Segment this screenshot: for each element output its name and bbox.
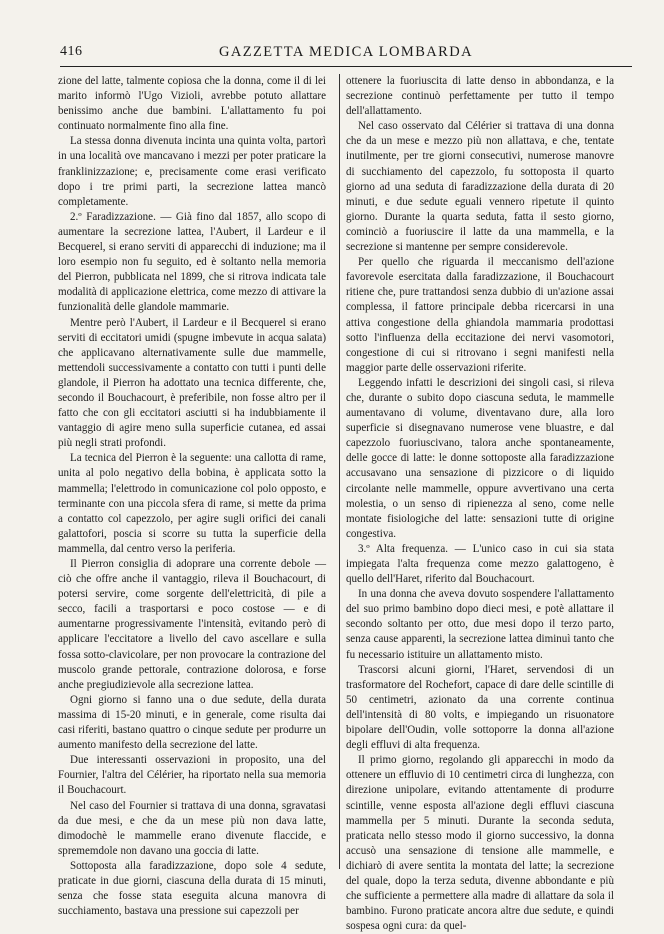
left-column-paragraph: Ogni giorno si fanno una o due sedute, della durata massima di 15-20 minuti, e in generale, come risulta dai casi riferiti, bastano quattro o cinque sedute per produrre un aumento manifesto della secrezione del latte.: [58, 693, 326, 752]
header-rule: [60, 66, 632, 67]
left-column-paragraph: Nel caso del Fournier si trattava di una donna, sgravatasi da due mesi, e che da un mese più non dava latte, dimodochè le mammelle erano divenute flaccide, e sprememdole non davano una goccia di latte.: [58, 799, 326, 857]
right-column: [346, 74, 614, 933]
page-header: [60, 44, 632, 64]
right-column-paragraph: 3.º Alta frequenza. — L'unico caso in cui sia stata impiegata l'alta frequenza come mezzo galattogeno, è quello dell'Haret, riferito dal Bouchacourt.: [346, 542, 614, 586]
left-column: [58, 74, 326, 918]
page-number: 416: [60, 44, 83, 59]
right-column-paragraph: In una donna che aveva dovuto sospendere l'allattamento del suo primo bambino dopo dieci mesi, e potè allattare il secondo soltanto per otto, due mesi dopo il terzo parto, senza cause apparenti, la secrezione lattea diminuì tanto che fu necessario istituire un allattamento misto.: [346, 588, 614, 661]
left-column-paragraph: 2.º Faradizzazione. — Già fino dal 1857, allo scopo di aumentare la secrezione lattea, l'Aubert, il Lardeur e il Becquerel, si erano serviti di apparecchi di induzione; ma il loro esempio non fu seguito, ed è soltanto nella memoria del Pierron, pubblicata nel 1899, che si ritrova indicata tale modalità di applicazione elettrica, come mezzo di attivare la funzionalità delle glandole mammarie.: [58, 210, 326, 314]
right-column-paragraph: Per quello che riguarda il meccanismo dell'azione favorevole esercitata dalla faradizzazione, il Bouchacourt ritiene che, pure trattandosi senza dubbio di un'azione assai complessa, il fattore principale debba ricercarsi in una attiva congestione della ghiandola mammaria prodottasi sotto l'influenza della eccitazione dei nervi vasomotori, congestione di cui si ritrovano i segni manifesti nella maggior parte delle osservazioni riferite.: [346, 256, 614, 374]
left-column-paragraph: Sottoposta alla faradizzazione, dopo sole 4 sedute, praticate in due giorni, ciascuna della durata di 15 minuti, senza che fosse stata eseguita alcuna manovra di succhiamento, bastava una pressione sui capezzoli per: [58, 859, 326, 918]
right-column-paragraph: Trascorsi alcuni giorni, l'Haret, servendosi di un trasformatore del Rochefort, capace di dare delle scintille di 50 centimetri, azionato da una corrente continua dell'intensità di 80 volts, e impiegando un risuonatore bipolare dell'Oudin, volle sottoporre la donna all'azione degli effluvi di alta frequenza.: [346, 663, 614, 752]
right-column-paragraph: Nel caso osservato dal Célérier si trattava di una donna che da un mese e mezzo più non allattava, e che, tentate inutilmente, per tre giorni consecutivi, numerose manovre di succhiamento del capezzolo, fu sottoposta il quarto giorno ad una seduta di faradizzazione della durata di 20 minuti, e due sedute eguali vennero ripetute il quinto giorno. Durante la quarta seduta, fatta il sesto giorno, cominciò a fuoriuscire il latte da una mammella, e la secrezione si mantenne per sempre considerevole.: [346, 120, 614, 254]
journal-title: GAZZETTA MEDICA LOMBARDA: [219, 44, 473, 60]
right-column-paragraph: Leggendo infatti le descrizioni dei singoli casi, si rileva che, durante o subito dopo ciascuna seduta, le mammelle aumentavano di volume, diventavano dure, alla loro superficie si disegnavano numerose vene bluastre, e dal capezzolo fuoriuscivano, talora anche spontaneamente, delle gocce di latte: le donne sottoposte alla faradizzazione accusavano una sensazione di pizzicore o di liquido circolante nelle mammelle, oppure avvertivano una certa molestia, o un senso di ripienezza al seno, come nelle montate fisiologiche del latte: sensazioni tutte di origine congestiva.: [346, 376, 614, 540]
left-column-paragraph: La tecnica del Pierron è la seguente: una callotta di rame, unita al polo negativo della bobina, è applicata sotto la mammella; l'elettrodo in comunicazione col polo opposto, e terminante con una piccola sfera di rame, si mette da prima a contatto col capezzolo, per agire sugli orifici dei canali galattofori, poscia si scorre su tutta la superficie della mammella, dal centro verso la periferia.: [58, 452, 326, 555]
left-column-paragraph: Mentre però l'Aubert, il Lardeur e il Becquerel si erano serviti di eccitatori umidi (spugne imbevute in acqua salata) che applicavano alternativamente sulle due mammelle, mettendoli successivamente a contatto con tutti i punti delle glandole, il Pierron ha adottato una tecnica differente, che, secondo il Bouchacourt, è preferibile, non fosse altro per il fatto che con gli eccitatori asciutti si ha indubbiamente il vantaggio di agire meno sulla superficie cutanea, ed assai più negli strati profondi.: [58, 316, 326, 450]
column-divider: [339, 74, 340, 869]
left-column-paragraph: La stessa donna divenuta incinta una quinta volta, partorì in una località ove mancavano i mezzi per poter praticare la franklinizzazione; e, precisamente come erasi verificato dopo i tre primi parti, la secrezione lattea mancò completamente.: [58, 135, 326, 208]
left-column-paragraph: Il Pierron consiglia di adoprare una corrente debole — ciò che offre anche il vantaggio, rileva il Bouchacourt, di potersi servire, come sorgente dell'elettricità, di pile a secco, facili a trasportarsi e poco costose — e di aumentarne progressivamente l'intensità, evitando però di applicare l'eccitatore a livello del cavo ascellare e sulla fossa sotto-clavicolare, per non provocare la contrazione del muscolo grande pettorale, contrazione dolorosa, e forse anche pregiudizievole alla secrezione lattea.: [58, 558, 326, 691]
right-column-paragraph: Il primo giorno, regolando gli apparecchi in modo da ottenere un effluvio di 10 centimetri circa di lunghezza, con direzione unipolare, evitando attentamente di produrre scintille, venne esposta all'azione degli effluvi ciascuna mammella per 5 minuti. Durante la seconda seduta, praticata nello stesso modo il giorno successivo, la donna accusò una sensazione di tensione alle mammelle, e dichiarò di avere sentita la montata del latte; la secrezione del quale, dopo la terza seduta, divenne abbondante e più che sufficiente a permettere alla madre di allattare da sola il bambino. Furono praticate ancora altre due sedute, e quindi sospesa ogni cura: da quel-: [346, 754, 614, 933]
right-column-paragraph: ottenere la fuoriuscita di latte denso in abbondanza, e la secrezione continuò perfettamente per tutto il tempo dell'allattamento.: [346, 75, 614, 118]
left-column-paragraph: Due interessanti osservazioni in proposito, una del Fournier, l'altra del Célérier, ha riportato nella sua memoria il Bouchacourt.: [58, 754, 326, 797]
left-column-paragraph: zione del latte, talmente copiosa che la donna, come il di lei marito informò l'Ugo Vizioli, avrebbe potuto allattare benissimo anche due bambini. L'allattamento fu poi continuato normalmente fino alla fine.: [58, 75, 326, 133]
